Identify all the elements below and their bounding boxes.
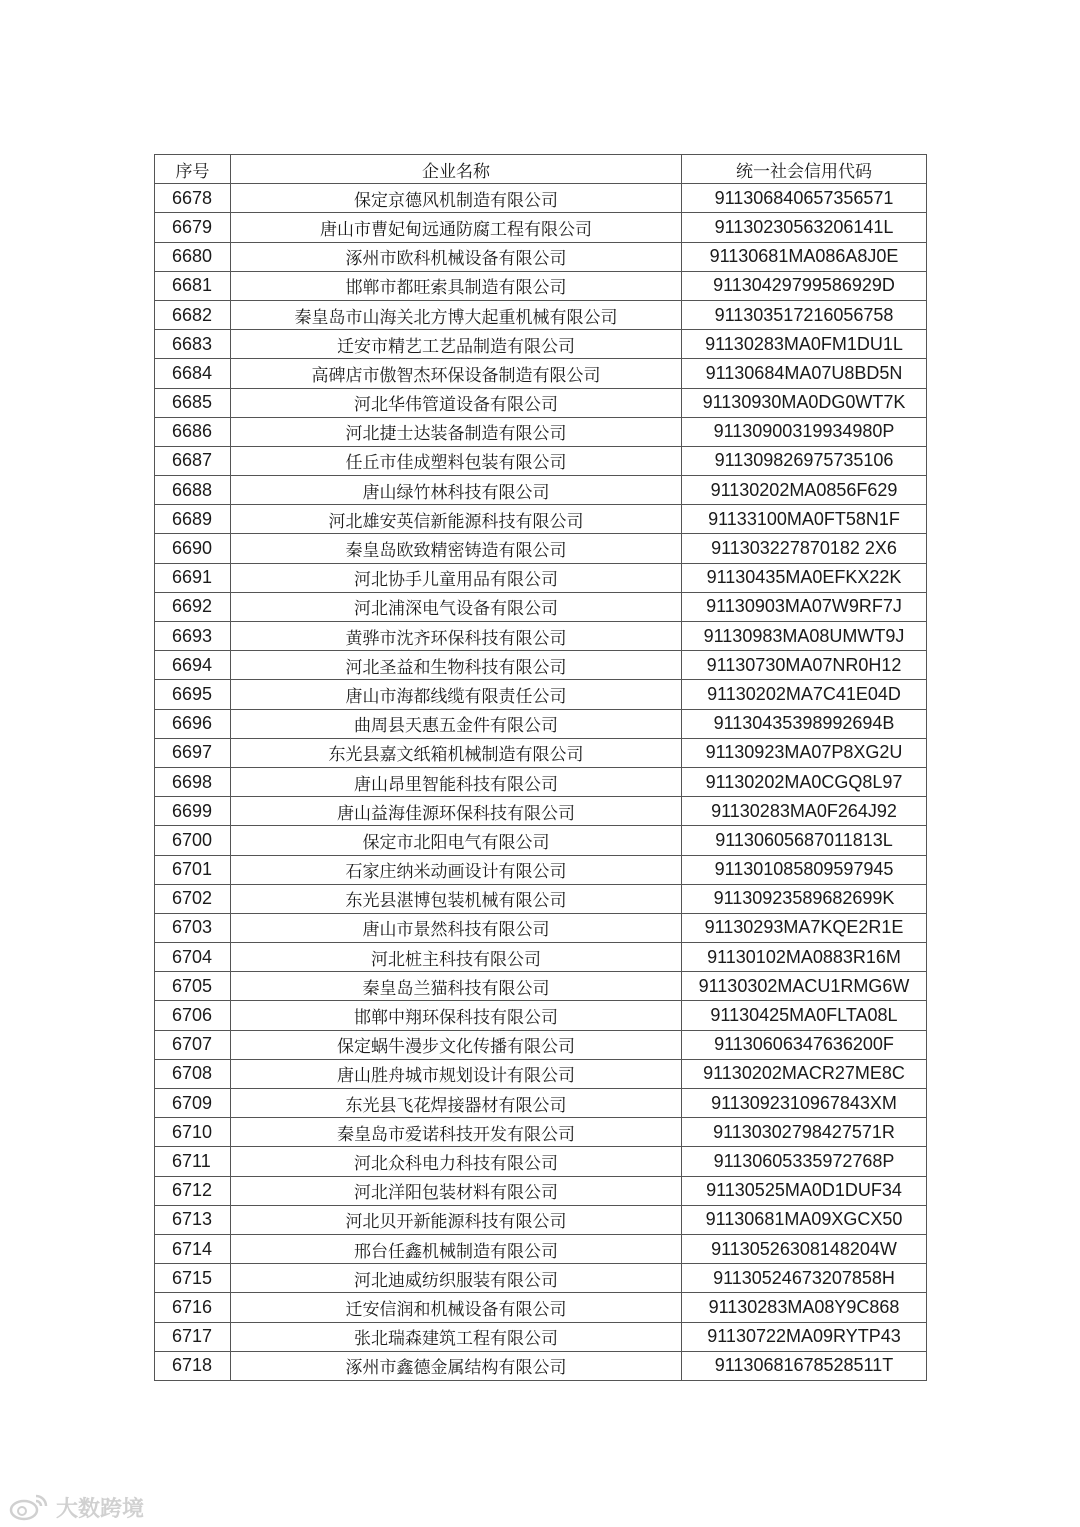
table-row bbox=[155, 592, 927, 621]
credit-code-cell: 91130202MA0856F629 bbox=[682, 476, 927, 505]
company-name-cell: 高碑店市傲智杰环保设备制造有限公司 bbox=[231, 359, 682, 388]
company-name-cell: 张北瑞森建筑工程有限公司 bbox=[231, 1322, 682, 1351]
table-row bbox=[155, 1322, 927, 1351]
serial-cell: 6710 bbox=[155, 1118, 231, 1147]
watermark-text: 大数跨境 bbox=[56, 1496, 145, 1522]
credit-code-cell: 91130102MA0883R16M bbox=[682, 943, 927, 972]
company-name-cell: 河北雄安英信新能源科技有限公司 bbox=[231, 505, 682, 534]
serial-cell: 6685 bbox=[155, 388, 231, 417]
serial-cell: 6702 bbox=[155, 884, 231, 913]
company-name-cell: 涿州市鑫德金属结构有限公司 bbox=[231, 1351, 682, 1380]
company-name-cell: 唐山胜舟城市规划设计有限公司 bbox=[231, 1059, 682, 1088]
credit-code-cell: 911309826975735106 bbox=[682, 446, 927, 475]
credit-code-cell: 91130202MA7C41E04D bbox=[682, 680, 927, 709]
credit-code-cell: 91130684MA07U8BD5N bbox=[682, 359, 927, 388]
table-row bbox=[155, 651, 927, 680]
table-row bbox=[155, 1293, 927, 1322]
table-header-row bbox=[155, 155, 927, 184]
table-row bbox=[155, 446, 927, 475]
credit-code-cell: 91130681MA09XGCX50 bbox=[682, 1205, 927, 1234]
credit-code-cell: 911303227870182 2X6 bbox=[682, 534, 927, 563]
table-row bbox=[155, 1147, 927, 1176]
company-name-cell: 东光县飞花焊接器材有限公司 bbox=[231, 1089, 682, 1118]
company-name-cell: 河北浦深电气设备有限公司 bbox=[231, 592, 682, 621]
company-name-cell: 唐山市景然科技有限公司 bbox=[231, 913, 682, 942]
company-name-cell: 迁安信润和机械设备有限公司 bbox=[231, 1293, 682, 1322]
company-name-cell: 涿州市欧科机械设备有限公司 bbox=[231, 242, 682, 271]
company-name-cell: 曲周县天惠五金件有限公司 bbox=[231, 709, 682, 738]
table-row bbox=[155, 534, 927, 563]
serial-cell: 6703 bbox=[155, 913, 231, 942]
company-name-cell: 河北华伟管道设备有限公司 bbox=[231, 388, 682, 417]
table-row bbox=[155, 1030, 927, 1059]
credit-code-cell: 91130923MA07P8XG2U bbox=[682, 738, 927, 767]
credit-code-cell: 91130283MA0F264J92 bbox=[682, 797, 927, 826]
credit-code-cell: 91130435398992694B bbox=[682, 709, 927, 738]
table-row bbox=[155, 1001, 927, 1030]
table-row bbox=[155, 1205, 927, 1234]
company-name-cell: 秦皇岛兰猫科技有限公司 bbox=[231, 972, 682, 1001]
serial-cell: 6692 bbox=[155, 592, 231, 621]
company-name-cell: 保定市北阳电气有限公司 bbox=[231, 826, 682, 855]
table-row bbox=[155, 913, 927, 942]
credit-code-cell: 91130605335972768P bbox=[682, 1147, 927, 1176]
table-row bbox=[155, 884, 927, 913]
table-row bbox=[155, 300, 927, 329]
credit-code-cell: 91130605687011813L bbox=[682, 826, 927, 855]
table-row bbox=[155, 1176, 927, 1205]
header-company-name: 企业名称 bbox=[231, 155, 682, 184]
serial-cell: 6700 bbox=[155, 826, 231, 855]
table-row bbox=[155, 1089, 927, 1118]
header-serial: 序号 bbox=[155, 155, 231, 184]
watermark bbox=[8, 1490, 144, 1524]
serial-cell: 6680 bbox=[155, 242, 231, 271]
credit-code-cell: 91130923589682699K bbox=[682, 884, 927, 913]
credit-code-cell: 91130202MACR27ME8C bbox=[682, 1059, 927, 1088]
credit-code-cell: 911306840657356571 bbox=[682, 184, 927, 213]
serial-cell: 6683 bbox=[155, 330, 231, 359]
company-name-cell: 邯郸市都旺索具制造有限公司 bbox=[231, 271, 682, 300]
serial-cell: 6688 bbox=[155, 476, 231, 505]
table-row bbox=[155, 505, 927, 534]
company-name-cell: 唐山市曹妃甸远通防腐工程有限公司 bbox=[231, 213, 682, 242]
table-row bbox=[155, 242, 927, 271]
credit-code-cell: 91130283MA0FM1DU1L bbox=[682, 330, 927, 359]
serial-cell: 6709 bbox=[155, 1089, 231, 1118]
table-row bbox=[155, 855, 927, 884]
serial-cell: 6712 bbox=[155, 1176, 231, 1205]
company-name-cell: 迁安市精艺工艺品制造有限公司 bbox=[231, 330, 682, 359]
company-name-cell: 秦皇岛欧致精密铸造有限公司 bbox=[231, 534, 682, 563]
serial-cell: 6706 bbox=[155, 1001, 231, 1030]
serial-cell: 6686 bbox=[155, 417, 231, 446]
company-name-cell: 河北众科电力科技有限公司 bbox=[231, 1147, 682, 1176]
company-name-cell: 石家庄纳米动画设计有限公司 bbox=[231, 855, 682, 884]
credit-code-cell: 911301085809597945 bbox=[682, 855, 927, 884]
credit-code-cell: 91130730MA07NR0H12 bbox=[682, 651, 927, 680]
company-name-cell: 秦皇岛市山海关北方博大起重机械有限公司 bbox=[231, 300, 682, 329]
table-row bbox=[155, 271, 927, 300]
serial-cell: 6699 bbox=[155, 797, 231, 826]
credit-code-cell: 91130525MA0D1DUF34 bbox=[682, 1176, 927, 1205]
credit-code-cell: 91130302798427571R bbox=[682, 1118, 927, 1147]
serial-cell: 6717 bbox=[155, 1322, 231, 1351]
serial-cell: 6707 bbox=[155, 1030, 231, 1059]
table-row bbox=[155, 1118, 927, 1147]
credit-code-cell: 91130903MA07W9RF7J bbox=[682, 592, 927, 621]
serial-cell: 6691 bbox=[155, 563, 231, 592]
serial-cell: 6678 bbox=[155, 184, 231, 213]
serial-cell: 6701 bbox=[155, 855, 231, 884]
serial-cell: 6698 bbox=[155, 767, 231, 796]
table-row bbox=[155, 1264, 927, 1293]
company-name-cell: 河北桩主科技有限公司 bbox=[231, 943, 682, 972]
credit-code-cell: 91130983MA08UMWT9J bbox=[682, 622, 927, 651]
serial-cell: 6687 bbox=[155, 446, 231, 475]
table-row bbox=[155, 797, 927, 826]
company-name-cell: 东光县嘉文纸箱机械制造有限公司 bbox=[231, 738, 682, 767]
credit-code-cell: 91130524673207858H bbox=[682, 1264, 927, 1293]
credit-code-cell: 91130526308148204W bbox=[682, 1234, 927, 1263]
credit-code-cell: 91130293MA7KQE2R1E bbox=[682, 913, 927, 942]
weibo-logo-icon bbox=[8, 1492, 52, 1522]
table-row bbox=[155, 563, 927, 592]
table-row bbox=[155, 738, 927, 767]
company-name-cell: 河北迪威纺织服装有限公司 bbox=[231, 1264, 682, 1293]
serial-cell: 6689 bbox=[155, 505, 231, 534]
serial-cell: 6697 bbox=[155, 738, 231, 767]
credit-code-cell: 91130606347636200F bbox=[682, 1030, 927, 1059]
company-name-cell: 秦皇岛市爱诺科技开发有限公司 bbox=[231, 1118, 682, 1147]
serial-cell: 6713 bbox=[155, 1205, 231, 1234]
company-name-cell: 河北贝开新能源科技有限公司 bbox=[231, 1205, 682, 1234]
serial-cell: 6704 bbox=[155, 943, 231, 972]
credit-code-cell: 91130681MA086A8J0E bbox=[682, 242, 927, 271]
table-row bbox=[155, 943, 927, 972]
serial-cell: 6715 bbox=[155, 1264, 231, 1293]
credit-code-cell: 91130230563206141L bbox=[682, 213, 927, 242]
serial-cell: 6682 bbox=[155, 300, 231, 329]
serial-cell: 6695 bbox=[155, 680, 231, 709]
serial-cell: 6705 bbox=[155, 972, 231, 1001]
serial-cell: 6684 bbox=[155, 359, 231, 388]
credit-code-cell: 91130202MA0CGQ8L97 bbox=[682, 767, 927, 796]
company-name-cell: 邯郸中翔环保科技有限公司 bbox=[231, 1001, 682, 1030]
company-name-cell: 唐山益海佳源环保科技有限公司 bbox=[231, 797, 682, 826]
table-row bbox=[155, 767, 927, 796]
credit-code-cell: 91130283MA08Y9C868 bbox=[682, 1293, 927, 1322]
serial-cell: 6711 bbox=[155, 1147, 231, 1176]
credit-code-cell: 911303517216056758 bbox=[682, 300, 927, 329]
credit-code-cell: 91130302MACU1RMG6W bbox=[682, 972, 927, 1001]
table-row bbox=[155, 1351, 927, 1380]
credit-code-cell: 91130429799586929D bbox=[682, 271, 927, 300]
serial-cell: 6708 bbox=[155, 1059, 231, 1088]
serial-cell: 6694 bbox=[155, 651, 231, 680]
table-row bbox=[155, 1059, 927, 1088]
enterprise-table bbox=[154, 154, 927, 1381]
company-name-cell: 唐山绿竹林科技有限公司 bbox=[231, 476, 682, 505]
table-row bbox=[155, 213, 927, 242]
table-row bbox=[155, 1234, 927, 1263]
table-row bbox=[155, 622, 927, 651]
company-name-cell: 河北捷士达装备制造有限公司 bbox=[231, 417, 682, 446]
credit-code-cell: 91130435MA0EFKX22K bbox=[682, 563, 927, 592]
table-row bbox=[155, 709, 927, 738]
credit-code-cell: 9113092310967843XM bbox=[682, 1089, 927, 1118]
credit-code-cell: 91130900319934980P bbox=[682, 417, 927, 446]
credit-code-cell: 91130722MA09RYTP43 bbox=[682, 1322, 927, 1351]
serial-cell: 6718 bbox=[155, 1351, 231, 1380]
credit-code-cell: 91133100MA0FT58N1F bbox=[682, 505, 927, 534]
credit-code-cell: 91130930MA0DG0WT7K bbox=[682, 388, 927, 417]
table-row bbox=[155, 417, 927, 446]
credit-code-cell: 91130425MA0FLTA08L bbox=[682, 1001, 927, 1030]
serial-cell: 6681 bbox=[155, 271, 231, 300]
table-row bbox=[155, 476, 927, 505]
company-name-cell: 东光县湛博包装机械有限公司 bbox=[231, 884, 682, 913]
table-row bbox=[155, 330, 927, 359]
company-name-cell: 任丘市佳成塑料包装有限公司 bbox=[231, 446, 682, 475]
company-name-cell: 保定京德风机制造有限公司 bbox=[231, 184, 682, 213]
company-name-cell: 黄骅市沈齐环保科技有限公司 bbox=[231, 622, 682, 651]
company-name-cell: 邢台任鑫机械制造有限公司 bbox=[231, 1234, 682, 1263]
serial-cell: 6679 bbox=[155, 213, 231, 242]
table-row bbox=[155, 359, 927, 388]
company-name-cell: 唐山市海都线缆有限责任公司 bbox=[231, 680, 682, 709]
credit-code-cell: 91130681678528511T bbox=[682, 1351, 927, 1380]
serial-cell: 6714 bbox=[155, 1234, 231, 1263]
serial-cell: 6716 bbox=[155, 1293, 231, 1322]
table-row bbox=[155, 972, 927, 1001]
company-name-cell: 河北洋阳包装材料有限公司 bbox=[231, 1176, 682, 1205]
table-row bbox=[155, 388, 927, 417]
company-name-cell: 河北圣益和生物科技有限公司 bbox=[231, 651, 682, 680]
header-credit-code: 统一社会信用代码 bbox=[682, 155, 927, 184]
table-row bbox=[155, 826, 927, 855]
table-row bbox=[155, 680, 927, 709]
serial-cell: 6693 bbox=[155, 622, 231, 651]
table-row bbox=[155, 184, 927, 213]
company-name-cell: 河北协手儿童用品有限公司 bbox=[231, 563, 682, 592]
company-name-cell: 保定蜗牛漫步文化传播有限公司 bbox=[231, 1030, 682, 1059]
serial-cell: 6690 bbox=[155, 534, 231, 563]
serial-cell: 6696 bbox=[155, 709, 231, 738]
company-name-cell: 唐山昂里智能科技有限公司 bbox=[231, 767, 682, 796]
